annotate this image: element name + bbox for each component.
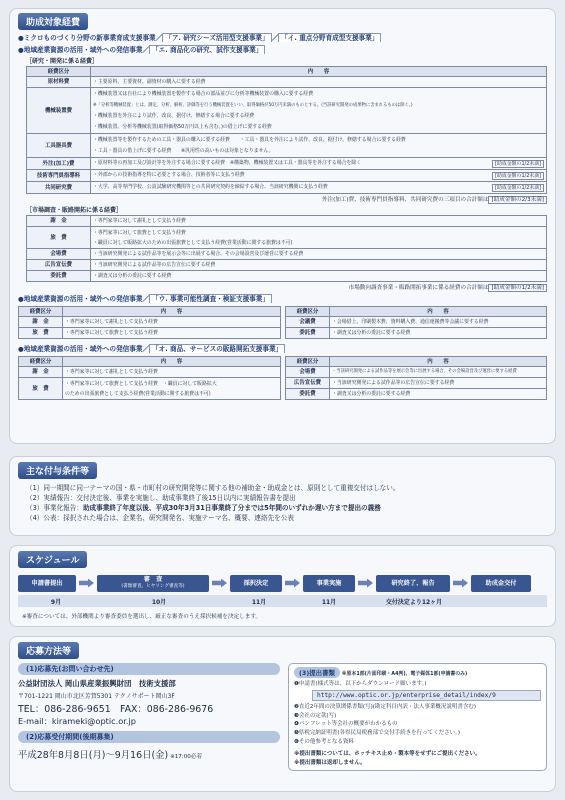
month-label: 10月 (151, 598, 167, 606)
arrow-icon (453, 579, 468, 588)
documents-block (288, 663, 547, 771)
table-row: 委託費 ・調査又は分析の委託に要する経費 (286, 389, 547, 400)
period-pill: (2)応募受付期間(後期募集) (18, 731, 280, 743)
month-label: 交付決定より12ヶ月 (385, 598, 443, 606)
table-row: 旅 費 ・専門家等に対して旅費として支払う経費 (19, 328, 281, 339)
doc-item: ❸会社の定款(写) (294, 712, 337, 719)
schedule-section (9, 545, 556, 627)
conditions-section (9, 456, 556, 536)
contact-block (18, 663, 280, 771)
month-label: 11月 (321, 598, 337, 606)
schedule-title: スケジュール (18, 551, 87, 568)
o-right-table: 経費区分 内 容 会場費 ・当該研究開発による試作品等を展示会等に出展する場合、その会場設営及び運営に要する経費 広告宣伝費 ・当該研究開発による試作品等の広告宣伝に要する経費 委託費 ・調査又は分析の委託に要する経費 (285, 356, 547, 400)
step-report: 研究終了、報告 (376, 575, 450, 592)
table-row: 原材料費 ・主要原料、主要資材、副資材の購入に要する経費 (27, 77, 547, 88)
grant-title: 助成対象経費 (18, 13, 88, 30)
apply-title: 応募方法等 (18, 642, 79, 659)
u-left-table: 経費区分 内 容 謝 金 ・専門家等に対して謝礼として支払う経費 旅 費 ・専門家等に対して旅費として支払う経費 (18, 306, 281, 339)
doc-item: ❺県税完納証明書(各県民局税務部で交付手続きを行ってください。) (294, 730, 460, 737)
market-total: 市場動向調査事業・販路開拓事業に係る経費の合計額は [助成金額の1/2未満] (18, 283, 547, 291)
market-label: ［市場調査・販路開拓に係る経費］ (26, 207, 123, 214)
bullet-regional-u: ●地域産業資源の活用・域外への発信事業／ 「ウ. 事業可能性調査・検証支援事業」 (18, 293, 547, 303)
step-payment: 助成金交付 (471, 575, 531, 592)
docs-note: ※提出書類は返却しません。 (294, 759, 366, 766)
step-apply: 申請書提出 (18, 575, 76, 592)
download-url[interactable]: http://www.optic.or.jp/enterprise_detail/index/9 (312, 690, 541, 701)
doc-item: ❹パンフレット等会社の概要がわかるもの (294, 721, 398, 728)
arrow-icon (79, 579, 94, 588)
table-row: 機械装置費 ・機械装置又は自社により機械装置を製作する場合の部品並びに分析等機械装置の購入に要する経費 ※「分析等機械装置」とは、測定、分析、解析、評価等を行う機械装置をいい、取得価格が50万円未満のものとする。(当該研究開発の成果物に含まれるものは除く。) ・機械装置を外注により試作、改良、据付け、修繕する場合に要する経費 ・機械装置、分析等機械装置(取得価格50万円以上も含む。)の借上げに要する経費 (27, 88, 547, 134)
month-label: 9月 (50, 598, 62, 606)
doc-item: ❻その他参考となる資料 (294, 738, 354, 745)
apply-section (9, 636, 556, 792)
table-row: 会議費 ・会場借上、印刷製本費、資料購入費、通信運搬費等会議に要する経費 (286, 317, 547, 328)
conditions-title: 主な付与条件等 (18, 462, 97, 479)
period: 平成28年8月8日(月)〜9月16日(金) ※17:00必着 (18, 750, 203, 761)
condition-item: （4）公表：採択された場合は、企業名、研究開発名、実施テーマ名、概要、連絡先を公表 (26, 514, 294, 522)
docs-note: ※提出書類については、ホッチキス止め・製本等をせずにご提出ください。 (294, 750, 481, 757)
condition-item: （1）同一期間に同一テーマの国・県・市町村の研究開発等に関する他の補助金・助成金とは、原則として重複交付はしない。 (26, 484, 400, 492)
table-row: 旅 費 ・専門家等に対して旅費として支払う経費 ・職員に対して販路拡大のための出張旅費として支払う経費(営業活動に関する旅費は不可) (27, 227, 547, 249)
org-name: 公益財団法人 岡山県産業振興財団 技術支援部 (18, 679, 176, 688)
schedule-note: ※審査については、外部機関より審査委員を選出し、厳正な審査のうえ採択候補を決定します。 (22, 614, 262, 620)
arrow-icon (285, 579, 300, 588)
table-row: 共同研究費 ・大学、高等専門学校、公設試験研究機関等との共同研究契約を締結する場合、当該研究機関に支払う経費 [助成金額の1/2未満] (27, 182, 547, 194)
table-row: 工具器具費 ・機械装置等を製作するための工具・器具の購入に要する経費 ・工具・器具を外注により試作、改良、据付け、修繕する場合に要する経費 ・工具・器具の借上げに要する経費 ※汎用性の高いものは対象となりません。 (27, 134, 547, 158)
schedule-flow (18, 573, 547, 593)
col-category: 経費区分 (27, 67, 91, 77)
table-row: 謝 金 ・専門家等に対して謝礼として支払う経費 (19, 367, 281, 378)
table-row: 委託費 ・調査又は分析の委託に要する経費 (286, 328, 547, 339)
condition-item: （3）事業化報告：助成事業終了年度以後、平成30年3月31日事業終了分までは5年間のいずれか遅い方まで提出の義務 (26, 504, 381, 512)
u-tables (18, 306, 547, 339)
schedule-months (18, 595, 547, 607)
u-right-table: 経費区分 内 容 会議費 ・会場借上、印刷製本費、資料購入費、通信運搬費等会議に要する経費 委託費 ・調査又は分析の委託に要する経費 (285, 306, 547, 339)
bullet-micro: ●ミクロものづくり分野の新事業育成支援事業／ 「ア. 研究シーズ活用型支援事業」 ／ 「イ. 重点分野育成型支援事業」 (18, 32, 547, 42)
address: 〒701-1221 岡山市北区芳賀5301 テクノサポート岡山3F (18, 693, 175, 700)
arrow-icon (358, 579, 373, 588)
docs-title-note: ※原本1部(片面印刷・A4判)、電子媒体1部(申請書のみ) (341, 671, 468, 677)
doc-item: ❷直近2年間の決算関係書類(写)(勘定科目内訳・法人事業概況説明書含む) (294, 703, 477, 710)
rd-label: ［研究・開発に係る経費］ (26, 58, 99, 65)
arrow-icon (212, 579, 227, 588)
bullet-regional-e: ●地域産業資源の活用・域外への発信事業／ 「エ. 商品化の研究、試作支援事業」 (18, 44, 547, 54)
table-row: 会場費 ・当該研究開発による試作品等を展示会等に出展する場合、その会場設営及び運営に要する経費 (27, 249, 547, 260)
table-row: 技術専門員指導料 ・外部からの技術指導を特に必要とする場合、技術者等に支払う経費 [助成金額の1/2未満] (27, 170, 547, 182)
col-content: 内 容 (91, 67, 547, 77)
month-label: 11月 (251, 598, 267, 606)
o-left-table: 経費区分 内 容 謝 金 ・専門家等に対して謝礼として支払う経費 旅 費 ・専門家等に対して旅費として支払う経費 ・職員に対して販路拡大 のための出張旅費として支払う経費(営業活動に関する旅費は不可) (18, 356, 281, 400)
step-review: 審 査 (書類審査、ヒヤリング審査等) (97, 575, 209, 592)
bullet-regional-o: ●地域産業資源の活用・域外への発信事業／ 「オ. 商品、サービスの販路開拓支援事業」 (18, 343, 547, 353)
contact-pill: (1)応募先(お問い合わせ先) (18, 663, 280, 675)
step-adopt: 採択決定 (230, 575, 282, 592)
market-table (26, 215, 547, 282)
grant-section (9, 8, 556, 444)
table-row: 広告宣伝費 ・当該研究開発による試作品等の広告宣伝に要する経費 (27, 260, 547, 271)
table-row: 旅 費 ・専門家等に対して旅費として支払う経費 ・職員に対して販路拡大 のための出張旅費として支払う経費(営業活動に関する旅費は不可) (19, 378, 281, 400)
doc-item: ❶申請書(様式等は、以下からダウンロード願います。) (294, 681, 427, 687)
o-tables (18, 356, 547, 400)
step-implement: 事業実施 (303, 575, 355, 592)
table-row: 会場費 ・当該研究開発による試作品等を展示会等に出展する場合、その会場設営及び運営に要する経費 (286, 367, 547, 378)
condition-item: （2）実績報告：交付決定後、事業を実施し、助成事業終了後15日以内に実績報告書を提出 (26, 494, 296, 502)
table-row: 外注(加工)費 ・原材料等の再加工及び設計等を外注する場合に要する経費 ※構築物、機械装置又は工具・器具等を外注する場合を除く [助成金額の1/2未満] (27, 158, 547, 170)
docs-title: (3)提出書類 (294, 667, 340, 678)
table-row: 謝 金 ・専門家等に対して謝礼として支払う経費 (27, 216, 547, 227)
rd-table (26, 66, 547, 194)
phone-fax: TEL：086-286-9651 FAX：086-286-9676 (18, 704, 214, 715)
email-link[interactable]: E-mail：kirameki@optic.or.jp (18, 716, 136, 726)
table-row: 謝 金 ・専門家等に対して謝礼として支払う経費 (19, 317, 281, 328)
table-row: 広告宣伝費 ・当該研究開発による試作品等の広告宣伝に要する経費 (286, 378, 547, 389)
table-row: 委託費 ・調査又は分析の委託に要する経費 (27, 271, 547, 282)
rd-total: 外注(加工)費、技術専門員指導料、共同研究費の三項目の合計額は [助成金額の2/3未満] (18, 195, 547, 203)
